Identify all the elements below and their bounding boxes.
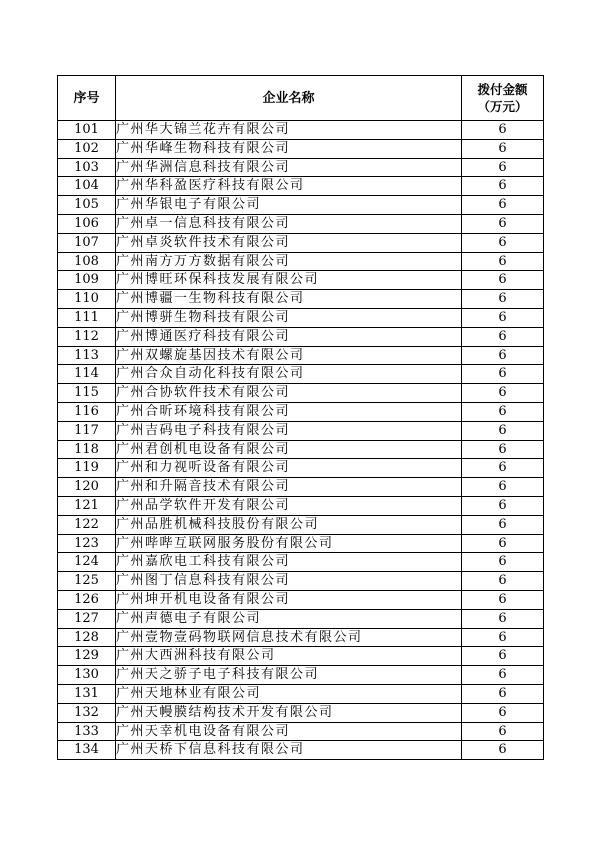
row-company-name: 广州博旺环保科技发展有限公司 (116, 271, 462, 290)
row-index: 104 (58, 177, 116, 196)
row-company-name: 广州博疆一生物科技有限公司 (116, 290, 462, 309)
row-amount: 6 (462, 628, 544, 647)
header-row (58, 76, 544, 121)
row-index: 130 (58, 666, 116, 685)
table-row (58, 327, 544, 346)
table-row (58, 158, 544, 177)
table-row (58, 421, 544, 440)
table-row (58, 177, 544, 196)
row-index: 127 (58, 609, 116, 628)
table-row (58, 609, 544, 628)
row-amount: 6 (462, 722, 544, 741)
row-company-name: 广州品学软件开发有限公司 (116, 496, 462, 515)
funding-table (57, 75, 544, 760)
row-index: 134 (58, 741, 116, 760)
table-row (58, 384, 544, 403)
row-company-name: 广州嘉欣电工科技有限公司 (116, 553, 462, 572)
row-index: 106 (58, 214, 116, 233)
row-amount: 6 (462, 440, 544, 459)
row-index: 123 (58, 534, 116, 553)
row-amount: 6 (462, 158, 544, 177)
row-amount: 6 (462, 703, 544, 722)
row-company-name: 广州卓炎软件技术有限公司 (116, 233, 462, 252)
table-row (58, 515, 544, 534)
row-amount: 6 (462, 384, 544, 403)
row-amount: 6 (462, 252, 544, 271)
row-index: 110 (58, 290, 116, 309)
row-amount: 6 (462, 609, 544, 628)
row-amount: 6 (462, 346, 544, 365)
row-amount: 6 (462, 327, 544, 346)
row-company-name: 广州品胜机械科技股份有限公司 (116, 515, 462, 534)
row-company-name: 广州吉码电子科技有限公司 (116, 421, 462, 440)
table-row (58, 121, 544, 140)
row-index: 117 (58, 421, 116, 440)
row-index: 120 (58, 478, 116, 497)
table-row (58, 666, 544, 685)
row-company-name: 广州卓一信息科技有限公司 (116, 214, 462, 233)
table-row (58, 365, 544, 384)
table-row (58, 572, 544, 591)
row-amount: 6 (462, 515, 544, 534)
table-row (58, 647, 544, 666)
row-company-name: 广州南方万方数据有限公司 (116, 252, 462, 271)
row-amount: 6 (462, 177, 544, 196)
row-company-name: 广州和升隔音技术有限公司 (116, 478, 462, 497)
row-index: 121 (58, 496, 116, 515)
table-row (58, 440, 544, 459)
table-row (58, 290, 544, 309)
row-amount: 6 (462, 459, 544, 478)
row-index: 115 (58, 384, 116, 403)
row-amount: 6 (462, 741, 544, 760)
row-index: 124 (58, 553, 116, 572)
table-row (58, 741, 544, 760)
row-amount: 6 (462, 121, 544, 140)
row-amount: 6 (462, 214, 544, 233)
row-index: 118 (58, 440, 116, 459)
table-row (58, 214, 544, 233)
row-index: 131 (58, 684, 116, 703)
row-company-name: 广州声德电子有限公司 (116, 609, 462, 628)
row-amount: 6 (462, 421, 544, 440)
table-row (58, 139, 544, 158)
row-amount: 6 (462, 572, 544, 591)
row-amount: 6 (462, 139, 544, 158)
row-index: 129 (58, 647, 116, 666)
table-row (58, 553, 544, 572)
row-index: 102 (58, 139, 116, 158)
row-amount: 6 (462, 590, 544, 609)
row-amount: 6 (462, 233, 544, 252)
row-index: 109 (58, 271, 116, 290)
table-row (58, 496, 544, 515)
header-amount-line1: 拨付金额 (477, 82, 528, 97)
table-row (58, 346, 544, 365)
table-row (58, 684, 544, 703)
row-amount: 6 (462, 290, 544, 309)
row-index: 122 (58, 515, 116, 534)
row-amount: 6 (462, 496, 544, 515)
row-index: 105 (58, 196, 116, 215)
row-amount: 6 (462, 365, 544, 384)
row-amount: 6 (462, 196, 544, 215)
row-amount: 6 (462, 402, 544, 421)
table-row (58, 722, 544, 741)
header-amount-line2: （万元） (477, 99, 528, 114)
row-company-name: 广州哔哔互联网服务股份有限公司 (116, 534, 462, 553)
row-amount: 6 (462, 553, 544, 572)
row-company-name: 广州华大锦兰花卉有限公司 (116, 121, 462, 140)
row-company-name: 广州和力视听设备有限公司 (116, 459, 462, 478)
table-row (58, 402, 544, 421)
row-index: 112 (58, 327, 116, 346)
row-company-name: 广州合众自动化科技有限公司 (116, 365, 462, 384)
row-amount: 6 (462, 684, 544, 703)
table-row (58, 233, 544, 252)
row-company-name: 广州大西洲科技有限公司 (116, 647, 462, 666)
row-amount: 6 (462, 308, 544, 327)
header-company-name: 企业名称 (116, 76, 462, 121)
header-amount (462, 76, 544, 121)
row-index: 113 (58, 346, 116, 365)
table-body (58, 121, 544, 760)
table-row (58, 308, 544, 327)
table-row (58, 703, 544, 722)
row-company-name: 广州合昕环境科技有限公司 (116, 402, 462, 421)
row-company-name: 广州天地林业有限公司 (116, 684, 462, 703)
row-index: 114 (58, 365, 116, 384)
table-row (58, 590, 544, 609)
row-company-name: 广州华科盈医疗科技有限公司 (116, 177, 462, 196)
row-index: 132 (58, 703, 116, 722)
row-company-name: 广州博通医疗科技有限公司 (116, 327, 462, 346)
row-index: 108 (58, 252, 116, 271)
row-company-name: 广州壹物壹码物联网信息技术有限公司 (116, 628, 462, 647)
row-company-name: 广州华峰生物科技有限公司 (116, 139, 462, 158)
row-index: 133 (58, 722, 116, 741)
row-index: 119 (58, 459, 116, 478)
row-company-name: 广州天之骄子电子科技有限公司 (116, 666, 462, 685)
row-amount: 6 (462, 478, 544, 497)
row-index: 116 (58, 402, 116, 421)
row-company-name: 广州天桥下信息科技有限公司 (116, 741, 462, 760)
row-company-name: 广州华银电子有限公司 (116, 196, 462, 215)
row-amount: 6 (462, 647, 544, 666)
row-company-name: 广州君创机电设备有限公司 (116, 440, 462, 459)
row-index: 101 (58, 121, 116, 140)
table-row (58, 534, 544, 553)
table-header (58, 76, 544, 121)
table-row (58, 628, 544, 647)
row-index: 107 (58, 233, 116, 252)
row-company-name: 广州华洲信息科技有限公司 (116, 158, 462, 177)
row-index: 125 (58, 572, 116, 591)
table-row (58, 196, 544, 215)
row-index: 128 (58, 628, 116, 647)
row-company-name: 广州天幔膜结构技术开发有限公司 (116, 703, 462, 722)
table-row (58, 459, 544, 478)
row-index: 103 (58, 158, 116, 177)
row-company-name: 广州博骈生物科技有限公司 (116, 308, 462, 327)
row-company-name: 广州图丁信息科技有限公司 (116, 572, 462, 591)
table-row (58, 271, 544, 290)
row-amount: 6 (462, 534, 544, 553)
row-index: 126 (58, 590, 116, 609)
row-company-name: 广州合协软件技术有限公司 (116, 384, 462, 403)
table-row (58, 252, 544, 271)
row-company-name: 广州双螺旋基因技术有限公司 (116, 346, 462, 365)
row-amount: 6 (462, 271, 544, 290)
table-row (58, 478, 544, 497)
row-amount: 6 (462, 666, 544, 685)
row-index: 111 (58, 308, 116, 327)
header-index: 序号 (58, 76, 116, 121)
row-company-name: 广州坤开机电设备有限公司 (116, 590, 462, 609)
row-company-name: 广州天幸机电设备有限公司 (116, 722, 462, 741)
